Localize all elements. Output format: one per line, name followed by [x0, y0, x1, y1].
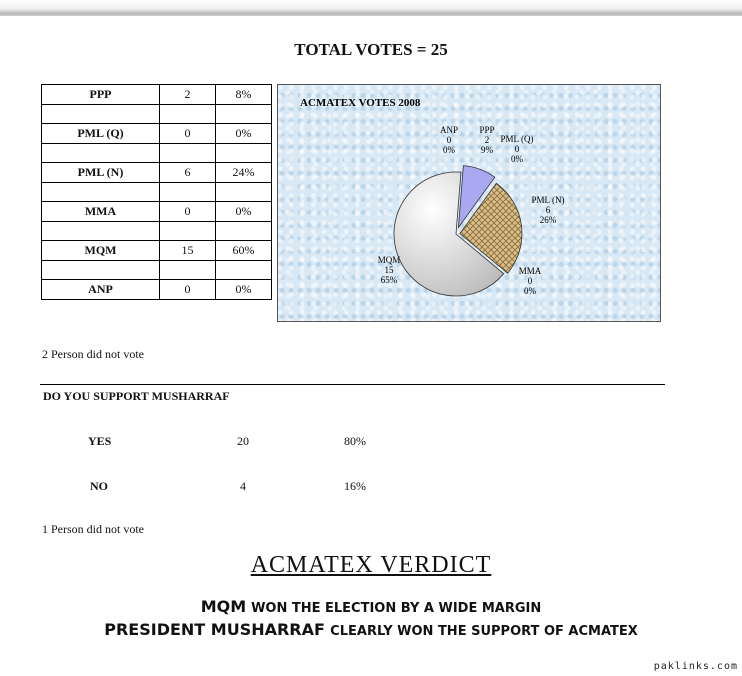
spacer-cell — [42, 222, 160, 241]
party-count-cell: 0 — [160, 124, 216, 144]
party-count-cell: 15 — [160, 241, 216, 261]
support-no-label: NO — [90, 479, 108, 493]
total-votes-heading: TOTAL VOTES = 25 — [294, 40, 448, 59]
pie-chart — [278, 85, 662, 323]
spacer-cell — [216, 183, 272, 202]
party-count-cell: 0 — [160, 280, 216, 300]
spacer-row — [42, 105, 272, 124]
verdict-line-1 — [0, 597, 742, 616]
party-row — [42, 163, 272, 183]
party-row — [42, 85, 272, 105]
verdict-title: ACMATEX VERDICT — [250, 552, 492, 578]
party-percent-cell: 60% — [216, 241, 272, 261]
party-row — [42, 202, 272, 222]
spacer-cell — [42, 105, 160, 124]
verdict-line-2-emphasis: PRESIDENT MUSHARRAF — [104, 620, 325, 639]
pie-label-mqm: MQM 15 65% — [377, 255, 401, 285]
verdict-line-2-rest: CLEARLY WON THE SUPPORT OF ACMATEX — [330, 624, 638, 639]
party-name-cell: MQM — [42, 241, 160, 261]
spacer-row — [42, 222, 272, 241]
party-name-cell: PML (Q) — [42, 124, 160, 144]
support-no-count: 4 — [240, 479, 246, 493]
party-row — [42, 124, 272, 144]
pie-label-ppp: PPP 2 9% — [479, 125, 495, 155]
support-note: 1 Person did not vote — [42, 522, 144, 536]
spacer-row — [42, 144, 272, 163]
party-name-cell: PML (N) — [42, 163, 160, 183]
party-percent-cell: 0% — [216, 280, 272, 300]
spacer-cell — [216, 261, 272, 280]
support-yes-count: 20 — [237, 434, 249, 448]
verdict-line-1-rest: WON THE ELECTION BY A WIDE MARGIN — [251, 601, 542, 616]
party-percent-cell: 0% — [216, 202, 272, 222]
party-count-cell: 2 — [160, 85, 216, 105]
pie-label-pml-q: PML (Q) 0 0% — [500, 134, 534, 164]
pie-label-pml-n: PML (N) 6 26% — [531, 195, 565, 225]
party-percent-cell: 24% — [216, 163, 272, 183]
party-percent-cell: 0% — [216, 124, 272, 144]
verdict-line-2 — [0, 620, 742, 639]
section-divider — [40, 384, 665, 385]
spacer-row — [42, 261, 272, 280]
chart-title: ACMATEX VOTES 2008 — [300, 97, 421, 109]
spacer-cell — [160, 183, 216, 202]
watermark: paklinks.com — [653, 661, 738, 672]
spacer-cell — [160, 105, 216, 124]
party-row — [42, 241, 272, 261]
support-section-title: DO YOU SUPPORT MUSHARRAF — [43, 389, 230, 403]
pie-label-anp: ANP 0 0% — [439, 125, 459, 155]
election-note: 2 Person did not vote — [42, 347, 144, 361]
spacer-cell — [216, 105, 272, 124]
spacer-cell — [160, 144, 216, 163]
spacer-cell — [42, 261, 160, 280]
party-count-cell: 0 — [160, 202, 216, 222]
spacer-cell — [42, 183, 160, 202]
party-name-cell: ANP — [42, 280, 160, 300]
party-votes-table — [41, 84, 272, 300]
party-percent-cell: 8% — [216, 85, 272, 105]
window-top-bar — [0, 0, 742, 16]
pie-label-mma: MMA 0 0% — [518, 266, 542, 296]
support-yes-label: YES — [88, 434, 112, 448]
spacer-cell — [42, 144, 160, 163]
party-name-cell: PPP — [42, 85, 160, 105]
spacer-cell — [216, 222, 272, 241]
party-count-cell: 6 — [160, 163, 216, 183]
support-yes-percent: 80% — [344, 434, 366, 448]
support-no-percent: 16% — [344, 479, 366, 493]
party-row — [42, 280, 272, 300]
spacer-cell — [160, 222, 216, 241]
pie-chart-panel — [277, 84, 661, 322]
party-name-cell: MMA — [42, 202, 160, 222]
spacer-row — [42, 183, 272, 202]
spacer-cell — [160, 261, 216, 280]
spacer-cell — [216, 144, 272, 163]
verdict-line-1-emphasis: MQM — [200, 597, 247, 616]
